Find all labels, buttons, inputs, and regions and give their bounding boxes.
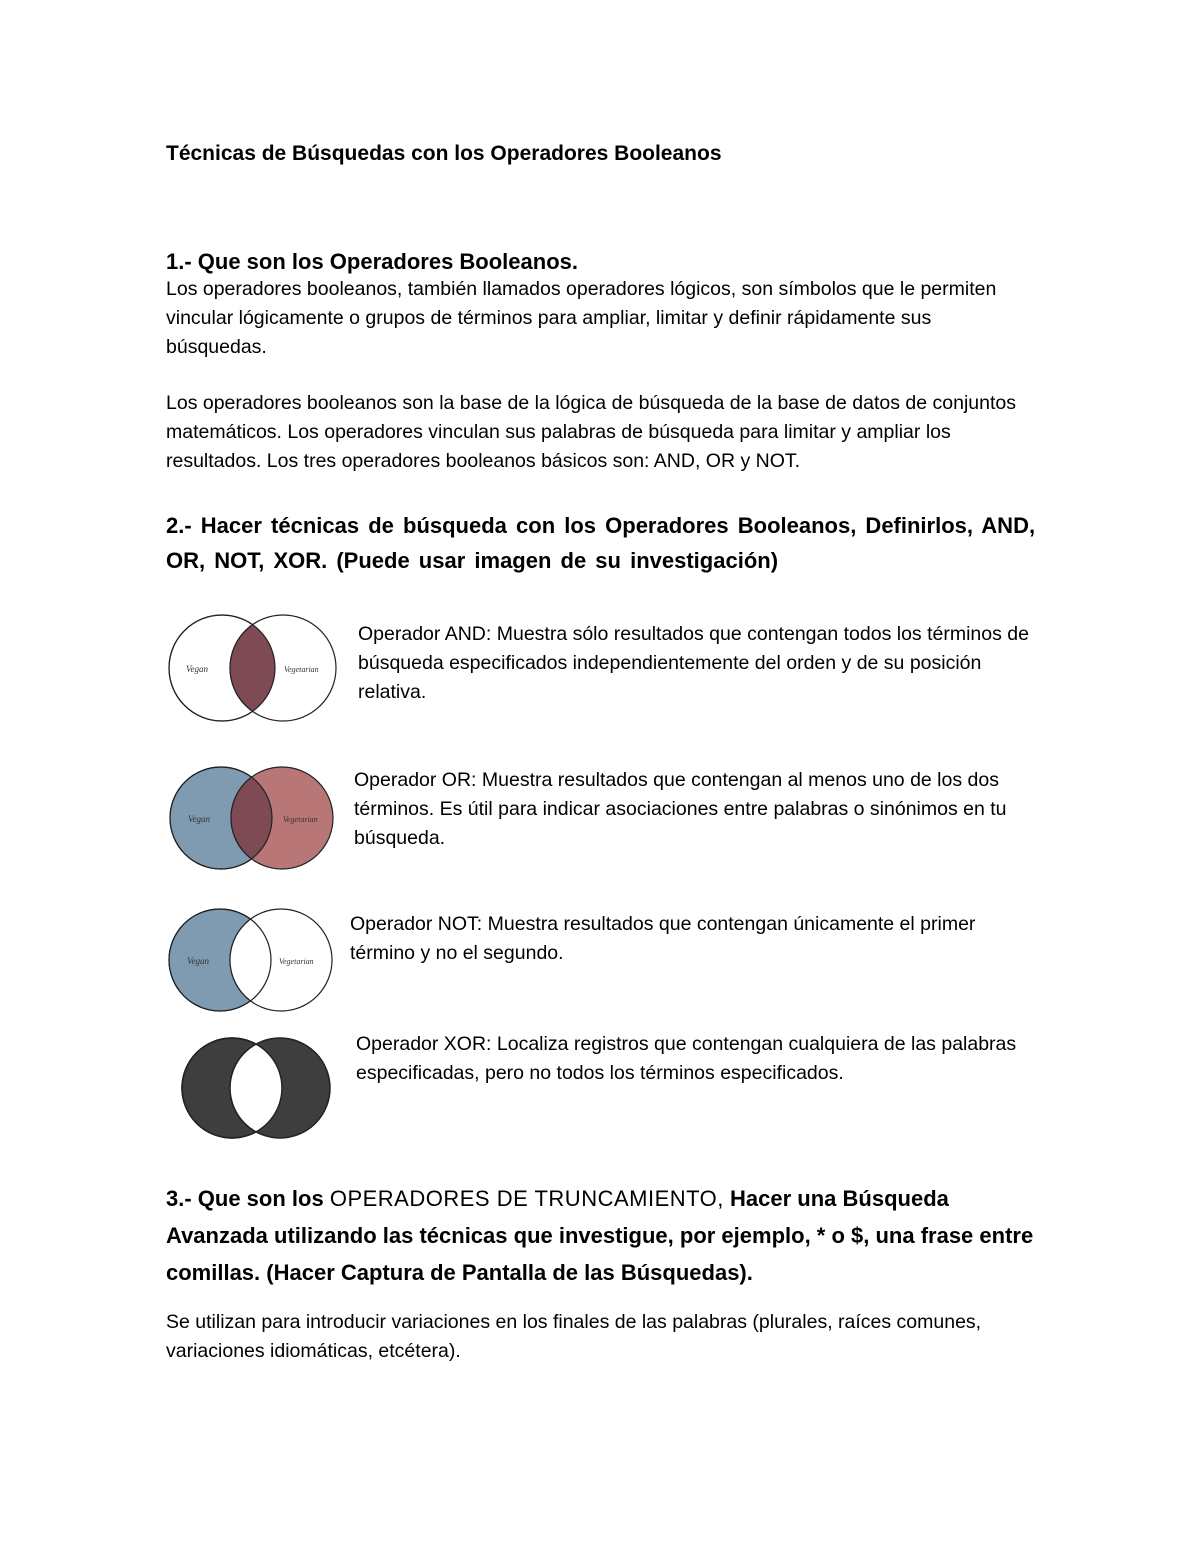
not-description: Operador NOT: Muestra resultados que contengan únicamente el primer término y no el segundo.	[350, 913, 976, 964]
not-venn-diagram	[165, 906, 337, 1014]
and-venn-diagram	[164, 612, 342, 724]
not-right-label: Vegetarian	[279, 957, 314, 966]
section-1-paragraph-1: Los operadores booleanos, también llamados operadores lógicos, son símbolos que le permiten vincular lógicamente o grupos de términos para ampliar, limitar y definir rápidamente sus búsquedas.	[166, 278, 997, 358]
document-title: Técnicas de Búsquedas con los Operadores Booleanos	[166, 142, 722, 165]
xor-description: Operador XOR: Localiza registros que contengan cualquiera de las palabras especificadas, pero no todos los términos especificados.	[356, 1033, 1017, 1084]
or-description: Operador OR: Muestra resultados que contengan al menos uno de los dos términos. Es útil para indicar asociaciones entre palabras o sinónimos en tu búsqueda.	[354, 769, 1007, 849]
section-3-heading-truncation: OPERADORES DE TRUNCAMIENTO,	[329, 1186, 724, 1211]
and-right-label: Vegetarian	[284, 665, 319, 674]
and-left-label: Vegan	[186, 664, 208, 674]
not-left-label: Vegan	[187, 956, 209, 966]
xor-venn-diagram	[180, 1034, 334, 1142]
section-2-heading: 2.- Hacer técnicas de búsqueda con los Operadores Booleanos, Definirlos, AND, OR, NOT, XOR. (Puede usar imagen de su investigación)	[166, 513, 1036, 573]
section-1-heading: 1.- Que son los Operadores Booleanos.	[166, 249, 578, 274]
section-3-heading-part-3: Hacer una Búsqueda Avanzada utilizando las técnicas que investigue, por ejemplo, * o $, una frase entre comillas. (Hacer Captura de Pantalla de las Búsquedas).	[166, 1186, 1034, 1285]
or-left-label: Vegan	[188, 814, 210, 824]
and-description: Operador AND: Muestra sólo resultados que contengan todos los términos de búsqueda especificados independientemente del orden y de su posición relativa.	[358, 623, 1029, 703]
or-right-label: Vegetarian	[283, 815, 318, 824]
section-3-paragraph: Se utilizan para introducir variaciones en los finales de las palabras (plurales, raíces comunes, variaciones idiomáticas, etcétera).	[166, 1311, 982, 1362]
or-venn-diagram	[166, 764, 338, 872]
section-3-heading	[166, 1180, 1036, 1291]
section-3-heading-part-1: 3.- Que son los	[166, 1186, 324, 1211]
section-1-paragraph-2: Los operadores booleanos son la base de la lógica de búsqueda de la base de datos de conjuntos matemáticos. Los operadores vinculan sus palabras de búsqueda para limitar y ampliar los resultados. Los tres operadores booleanos básicos son: AND, OR y NOT.	[166, 392, 1016, 472]
